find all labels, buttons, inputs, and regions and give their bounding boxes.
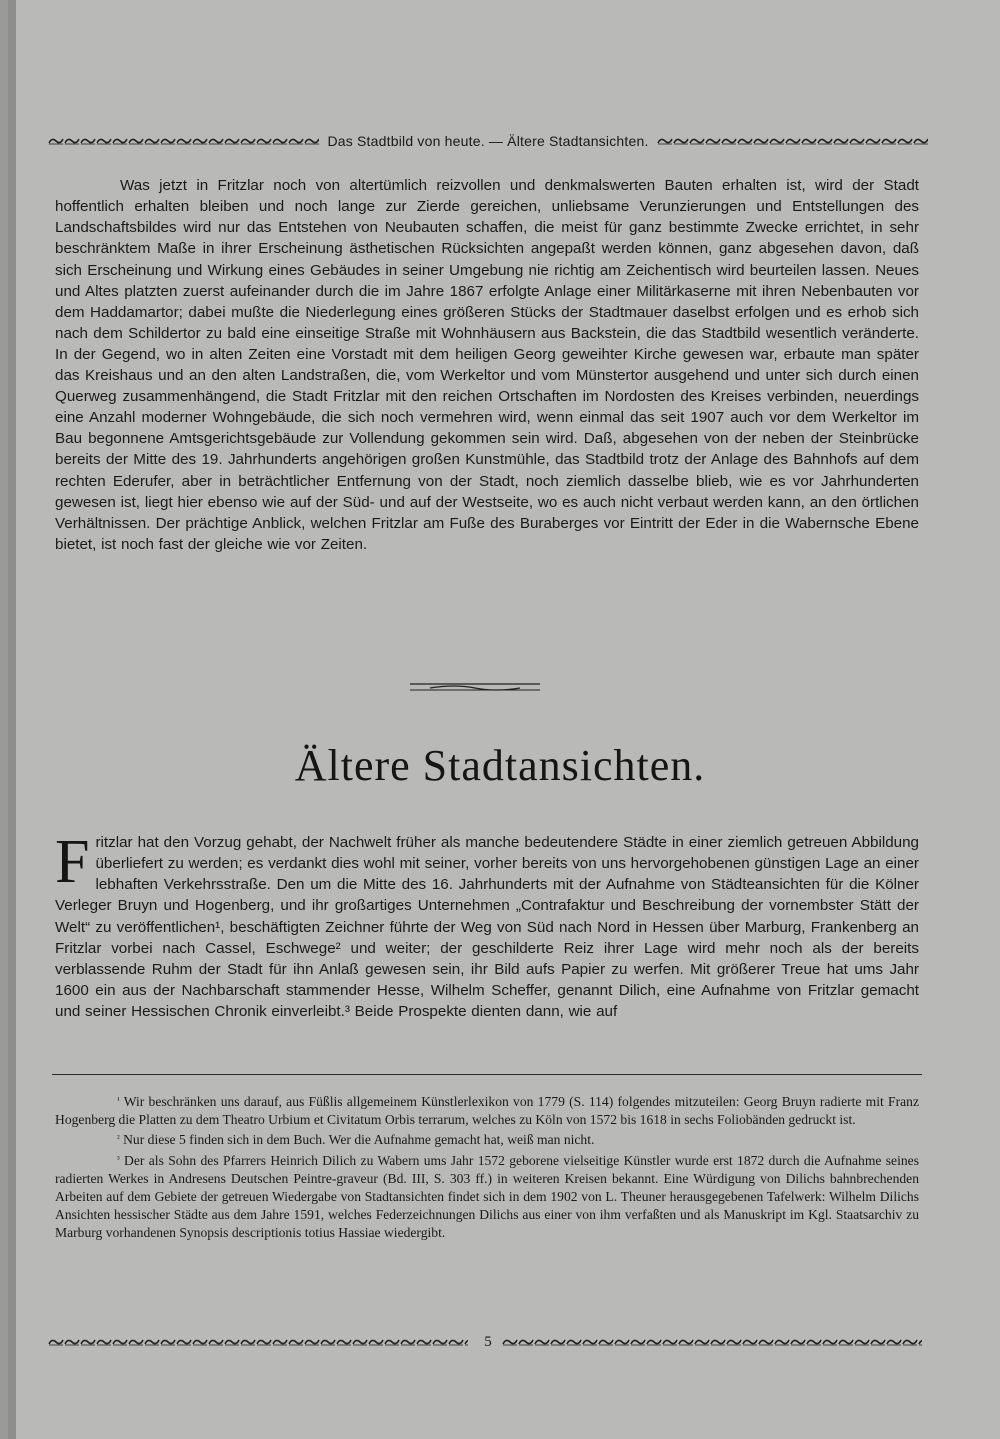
footnotes — [55, 1091, 919, 1243]
running-header — [48, 131, 928, 151]
section2-text: ritzlar hat den Vorzug gehabt, der Nachwelt früher als manche bedeutendere Städte in einer ziemlich getreuen Abbildung überliefert zu werden; es verdankt dies wohl mit seiner, vorher bereits von uns hervorgehobenen günstigen Lage an einer lebhaften Verkehrsstraße. Den um die Mitte des 16. Jahrhunderts mit der Aufnahme von Städteansichten für die Kölner Verleger Bruyn und Hogenberg, und ihr großartiges Unternehmen „Contrafaktur und Beschreibung der vornembster Stätt der Welt“ zu veröffentlichen¹, beschäftigten Zeichner führte der Weg von Süd nach Nord in Hessen über Marburg, Frankenberg an Fritzlar vorbei nach Cassel, Eschwege² und weiter; der geschilderte Reiz ihrer Lage wird mehr noch als der bereits verblassende Ruhm der Stadt für ihn Anlaß gewesen sein, ihr Bild aufs Papier zu werfen. Mit größerer Treue hat ums Jahr 1600 ein aus der Nachbarschaft stammender Hesse, Wilhelm Scheffer, genannt Dilich, eine Aufnahme von Fritzlar gemacht und seiner Hessischen Chronik einverleibt.³ Beide Prospekte dienten dann, wie auf — [55, 834, 919, 1020]
drop-cap: F — [55, 828, 90, 897]
footnote-rule — [52, 1074, 922, 1075]
ornament-right — [502, 1337, 928, 1347]
footnote: $^{^2}$ Nur diese 5 finden sich in dem Buch. Wer die Aufnahme gemacht hat, weiß man nicht. — [117, 1132, 595, 1148]
footnote: $^{^1}$ Wir beschränken uns darauf, aus Füßlis allgemeinem Künstlerlexikon von 1779 (S. 114) folgendes mitzuteilen: Georg Bruyn radierte mit Franz Hogenberg die Platten zu dem Theatro Urbium et Civitatum Orbis terrarum, welches zu Köln von 1572 bis 1618 in sechs Foliobänden gedruckt ist. — [55, 1094, 919, 1128]
page-footer — [48, 1331, 928, 1353]
running-title: Das Stadtbild von heute. — Ältere Stadtansichten. — [327, 133, 649, 149]
section2-paragraph — [55, 828, 919, 1022]
ornament-left — [48, 1337, 474, 1347]
page-edge — [8, 0, 16, 1439]
section-title: Ältere Stadtansichten. — [294, 741, 706, 790]
section-divider — [410, 678, 540, 694]
ornament-left — [48, 136, 319, 146]
page-number: 5 — [484, 1333, 492, 1350]
section1-paragraph: Was jetzt in Fritzlar noch von altertümlich reizvollen und denkmalswerten Bauten erhalten ist, wird der Stadt hoffentlich erhalten bleiben und noch lange zur Zierde gereichen, unliebsame Verunzierungen und Entstellungen des Landschaftsbildes wird nur das Entstehen von Neubauten schaffen, die meist für ganz bestimmte Zwecke errichtet, in sehr beschränktem Maße in ihrer Erscheinung ästhetischen Rücksichten angepaßt werden können, ganz abgesehen davon, daß sich Erscheinung und Wirkung eines Gebäudes in seiner Umgebung nie richtig am Zeichentisch wird beurteilen lassen. Neues und Altes platzten zuerst aufeinander durch die im Jahre 1867 erfolgte Anlage einer Militärkaserne mit ihren Nebenbauten vor dem Haddamartor; dabei mußte die Niederlegung eines größeren Stücks der Stadtmauer daselbst erfolgen und es erhob sich nach dem Schildertor zu bald eine einseitige Straße mit Wohnhäusern aus Backstein, die das Stadtbild wesentlich veränderte. In der Gegend, wo in alten Zeiten eine Vorstadt mit dem heiligen Georg geweihter Kirche gewesen war, erbaute man später das Kreishaus und an den alten Landstraßen, die, vom Werkeltor und vom Münstertor ausgehend und unter sich durch einen Querweg zusammenhängend, die Stadt Fritzlar mit den reichen Ortschaften im Nordosten des Kreises verbinden, neuerdings eine Anzahl moderner Wohngebäude, die sich noch vermehren wird, wenn einmal das seit 1907 auch vor dem Werkeltor im Bau begonnene Amtsgerichtsgebäude zur Vollendung gekommen sein wird. Daß, abgesehen von der neben der Steinbrücke bereits der Mitte des 19. Jahrhunderts angehörigen großen Kunstmühle, das Stadtbild trotz der Anlage des Bahnhofs auf dem rechten Ederufer, aber in beträchtlicher Entfernung von der Stadt, noch ziemlich dasselbe blieb, wie es vor Jahrhunderten gewesen ist, liegt hier ebenso wie auf der Süd- und auf der Westseite, wo es auch nicht verbaut werden kann, an den örtlichen Verhältnissen. Der prächtige Anblick, welchen Fritzlar am Fuße des Buraberges vor Eintritt der Eder in die Wabernsche Ebene bietet, ist noch fast der gleiche wie vor Zeiten. — [55, 177, 919, 553]
ornament-right — [657, 136, 928, 146]
footnote: $^{^3}$ Der als Sohn des Pfarrers Heinrich Dilich zu Wabern ums Jahr 1572 geborene vielseitige Künstler wurde erst 1872 durch die Aufnahme seines radierten Werkes in Andresens Deutschen Peintre-graveur (Bd. III, S. 303 ff.) in weiteren Kreisen bekannt. Eine Würdigung von Dilichs bahnbrechenden Arbeiten auf dem Gebiete der getreuen Wiedergabe von Stadtansichten findet sich in dem 1902 von L. Theuner herausgegebenen Tafelwerk: Wilhelm Dilichs Ansichten hessischer Städte aus dem Jahre 1591, welches Federzeichnungen Dilichs aus einer von ihm verfaßten und als Manuskript im Kgl. Staatsarchiv zu Marburg vorhandenen Synopsis descriptionis totius Hassiae wiedergibt. — [55, 1152, 919, 1241]
